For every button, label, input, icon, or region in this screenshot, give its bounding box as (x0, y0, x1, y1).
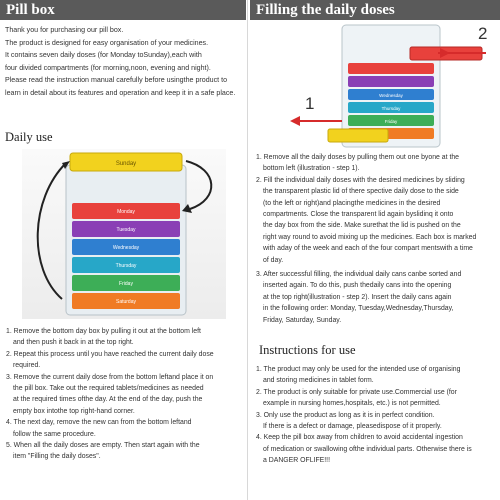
instruction-line: If there is a defect or damage, pleasedispose of it properly. (263, 423, 442, 431)
callout-1: 1 (305, 94, 315, 113)
label-saturday: Saturday (115, 299, 137, 305)
label-wednesday: Wednesday (379, 93, 403, 98)
step-line: of day. (263, 256, 284, 264)
box-monday (348, 63, 434, 74)
daily-use-title: Daily use (5, 130, 53, 144)
intro-line: learn in detail about its features and operation and keep it in a safe place. (5, 88, 236, 97)
daily-use-step (6, 417, 246, 440)
left-column (0, 0, 246, 500)
step-line: the pill box. Take out the required tablets/medicines as needed (13, 385, 204, 393)
label-friday: Friday (119, 281, 133, 287)
instruction-item (256, 387, 496, 410)
intro-line: It contains seven daily doses (for Monday toSunday),each with (5, 51, 202, 60)
instruction-line: 2. The product is only suitable for private use.Commercial use (for (256, 388, 457, 396)
step-line: follow the same procedure. (13, 430, 96, 438)
instruction-item (256, 432, 496, 466)
step-line: 2. Repeat this process until you have reached the current daily dose (6, 350, 214, 358)
filling-step (256, 175, 496, 266)
pill-box-header: Pill box (0, 0, 246, 20)
label-sunday: Sunday (115, 161, 137, 167)
step-line: and then push it back in at the top right. (13, 339, 134, 347)
column-divider (247, 0, 248, 500)
daily-use-steps (6, 326, 246, 463)
step-line: 5. When all the daily doses are empty. Then start again with the (6, 442, 200, 450)
daily-use-step (6, 326, 246, 349)
label-monday: Monday (117, 209, 135, 215)
filling-steps (256, 152, 496, 326)
step-line: 4. The next day, remove the new can from the bottom leftand (6, 419, 192, 427)
step-line: 1. Remove all the daily doses by pulling them out one byone at the (256, 154, 460, 161)
instruction-line: example in nursing homes,hospitals, etc.) is not permitted. (263, 400, 441, 408)
daily-use-step (6, 349, 246, 372)
step-line: item "Filling the daily doses". (13, 453, 101, 461)
daily-use-photo (22, 149, 226, 319)
step-line: in the following order: Monday, Tuesday,Wednesday,Thursday, (263, 305, 454, 313)
intro-line: The product is designed for easy organisation of your medicines. (5, 38, 209, 47)
intro-line: four divided compartments (for morning,noon, evening and night). (5, 63, 211, 72)
box-tuesday (348, 76, 434, 87)
instruction-line: and storing medicines in tablet form. (263, 377, 374, 385)
label-wednesday: Wednesday (112, 245, 140, 251)
daily-use-step (6, 440, 246, 463)
step-line: at the required times ofthe day. At the end of the day, push the (13, 396, 203, 404)
instruction-line: a DANGER OFLIFE!!! (263, 457, 331, 465)
filling-step (256, 269, 496, 326)
instruction-item (256, 364, 496, 387)
step-line: (to the left or right)and placingthe medicines in the desired (263, 199, 441, 207)
step-line: 1. Remove the bottom day box by pulling it out at the bottom left (6, 328, 201, 335)
filling-step (256, 152, 496, 175)
step-line: right way round to avoid mixing up the medicines. Each box is marked (263, 233, 477, 241)
intro-text (0, 20, 246, 100)
instruction-item (256, 410, 496, 433)
instruction-line: 3. Only use the product as long as it is in perfect condition. (256, 411, 435, 419)
filling-photo (250, 21, 500, 148)
step-line: required. (13, 362, 41, 370)
filling-illustration (250, 21, 500, 148)
step-line: Friday, Saturday, Sunday. (263, 316, 342, 324)
label-tuesday: Tuesday (116, 227, 136, 233)
step-line: compartments. Close the transparent lid again byslidinq it onto (263, 211, 454, 219)
callout-2: 2 (478, 24, 488, 43)
step-line: the day box from the side. Make surethat the lid is pushed on the (263, 222, 461, 230)
intro-line: Please read the instruction manual carefully before usingthe product to (5, 76, 228, 85)
daily-use-step (6, 372, 246, 418)
step-line: 3. Remove the current daily dose from the bottom leftand place it on (6, 373, 214, 381)
instructions-list (256, 364, 496, 467)
drawer-pulled-left (328, 129, 388, 142)
instruction-line: 4. Keep the pill box away from children to avoid accidental ingestion (256, 434, 463, 442)
step-line: inserted again. To do this, push thedaily cans into the opening (263, 282, 452, 290)
step-line: with aday of the week and each of the four compart mentswith a time (263, 245, 473, 253)
step-line: empty box intothe top right-hand corner. (13, 407, 135, 415)
instructions-title: Instructions for use (259, 343, 356, 357)
filling-header: Filling the daily doses (250, 0, 500, 20)
step-line: 3. After successful filling, the individual daily cans canbe sorted and (256, 271, 462, 279)
label-thursday: Thursday (115, 263, 137, 269)
pill-box-illustration (22, 149, 226, 319)
label-friday: Friday (384, 119, 398, 124)
instruction-line: of medication or swallowing ofthe individual parts. Otherwise there is (263, 445, 472, 453)
step-line: bottom left (illustration - step 1). (263, 165, 360, 173)
right-column (250, 0, 500, 500)
label-thursday: Thursday (381, 106, 401, 111)
step-line: the transparent plastic lid of there spective daily dose to the side (263, 188, 459, 196)
intro-line: Thank you for purchasing our pill box. (5, 26, 124, 34)
step-line: at the top right(illustration - step 2). Insert the daily cans again (263, 293, 452, 301)
arrow-left-icon (290, 116, 300, 126)
step-line: 2. Fill the individual daily doses with the desired medicines by sliding (256, 176, 465, 184)
instruction-line: 1. The product may only be used for the intended use of organising (256, 366, 461, 373)
